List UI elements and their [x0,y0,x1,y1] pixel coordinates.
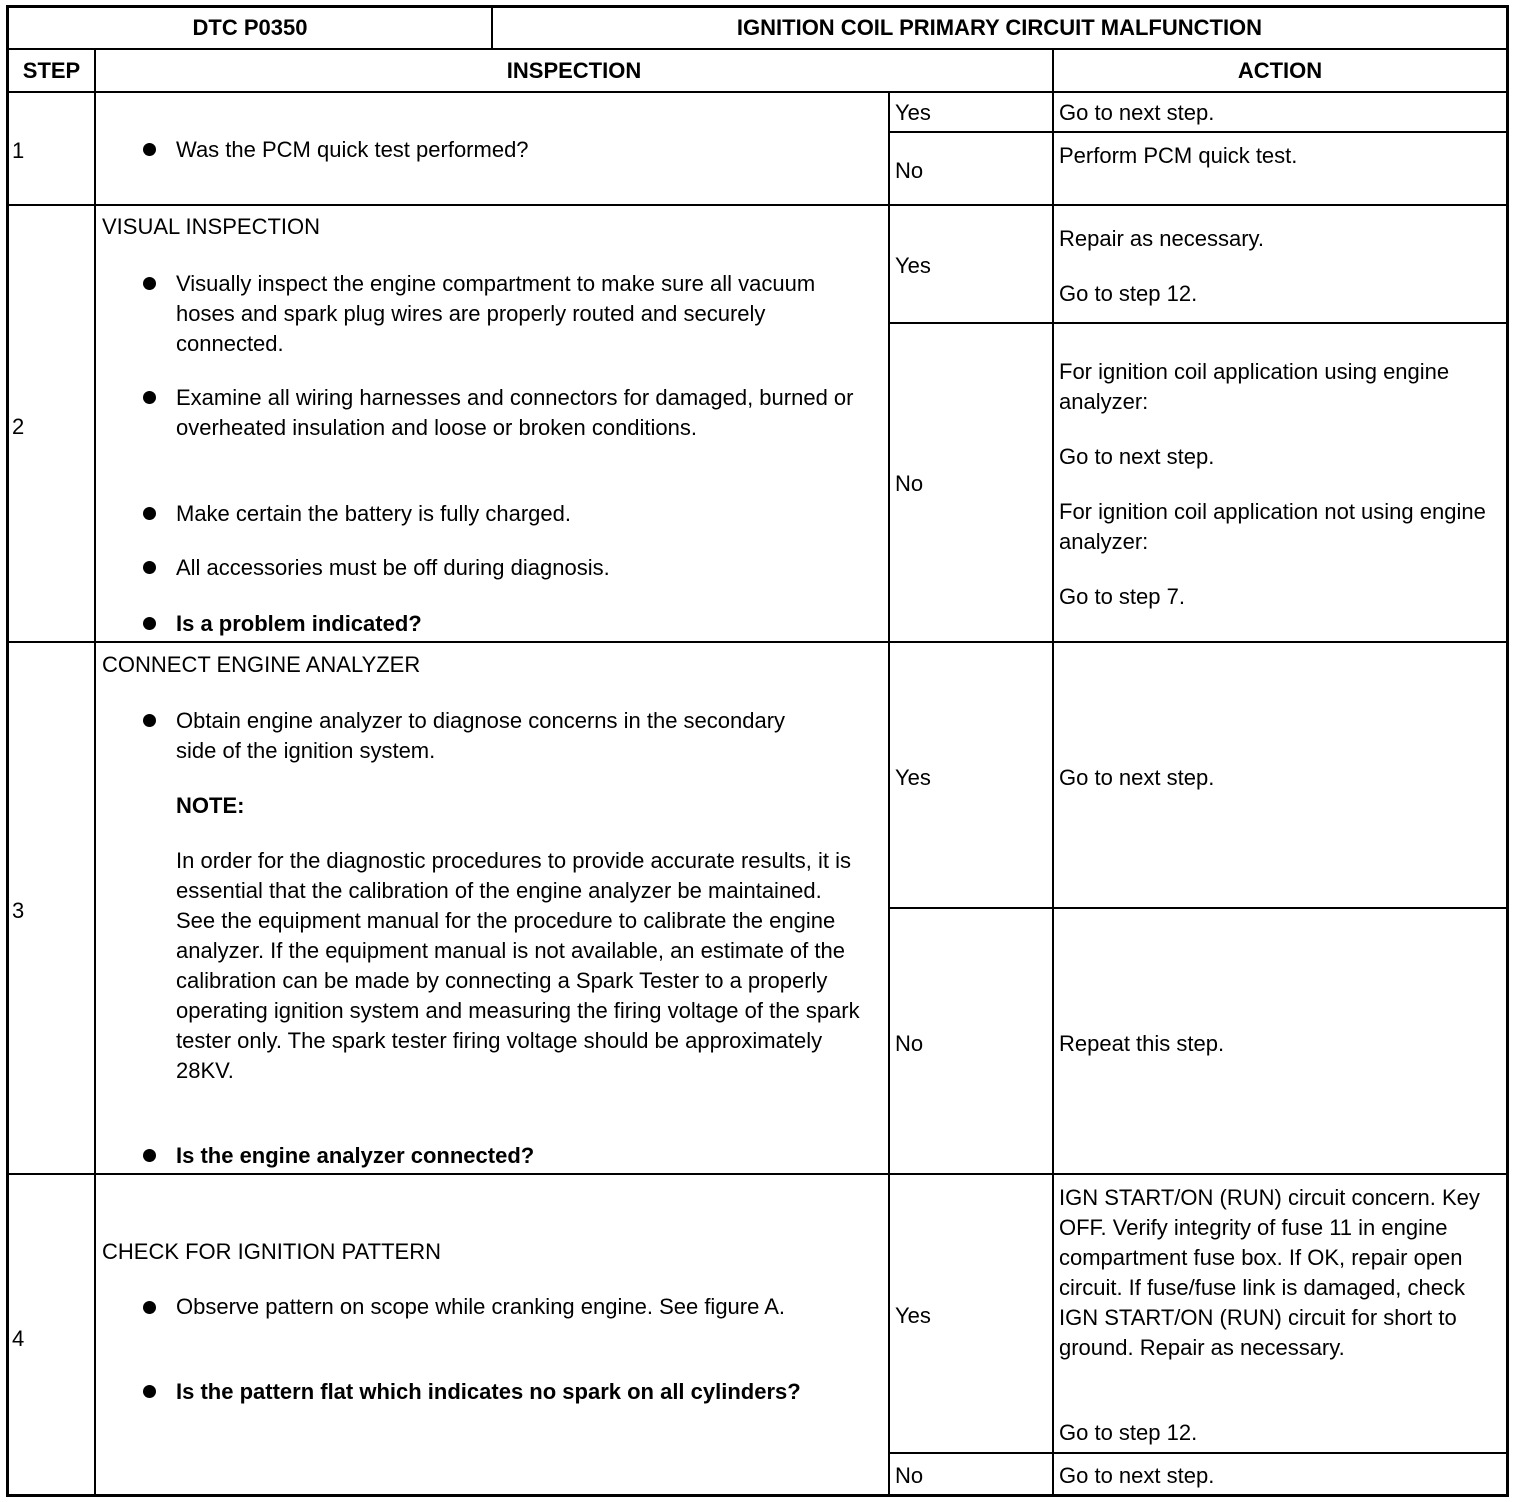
bullet-icon [143,277,156,290]
action-text: Perform PCM quick test. [1059,143,1298,168]
bullet-icon [143,1301,156,1314]
inspection-question: Is the engine analyzer connected? [176,1143,535,1168]
inspection-item: Obtain engine analyzer to diagnose concerns in the secondary side of the ignition system. [176,708,786,763]
action-text: Go to step 7. [1059,584,1185,609]
divider [1052,48,1054,1496]
no-label: No [895,1463,924,1488]
divider [888,91,890,1496]
action-text: For ignition coil application using engine analyzer: [1059,359,1450,414]
note-label: NOTE: [176,793,245,818]
inspection-item: Visually inspect the engine compartment to make sure all vacuum hoses and spark plug wires are properly routed and securely connected. [176,271,816,356]
step-number: 1 [12,138,25,163]
divider [6,91,1509,93]
bullet-icon [143,143,156,156]
divider [888,1452,1509,1454]
column-header-inspection: INSPECTION [506,58,642,83]
yes-label: Yes [895,100,931,125]
step-heading: VISUAL INSPECTION [102,214,321,239]
step-number: 4 [12,1326,25,1351]
action-text: Repeat this step. [1059,1031,1225,1056]
action-text: Go to next step. [1059,1463,1215,1488]
border-left [6,5,9,1497]
divider [888,131,1509,133]
divider [888,322,1509,324]
action-text: Go to step 12. [1059,1420,1198,1445]
bullet-icon [143,617,156,630]
yes-label: Yes [895,253,931,278]
bullet-icon [143,1385,156,1398]
border-right [1506,5,1509,1497]
divider [94,48,96,1496]
inspection-item: Was the PCM quick test performed? [176,137,529,162]
action-text: Go to next step. [1059,444,1215,469]
border-top [6,5,1509,8]
inspection-item: Examine all wiring harnesses and connectors for damaged, burned or overheated insulation and loose or broken conditions. [176,385,854,440]
inspection-question: Is a problem indicated? [176,611,422,636]
inspection-item: Make certain the battery is fully charged. [176,501,571,526]
divider [6,1173,1509,1175]
bullet-icon [143,391,156,404]
no-label: No [895,158,924,183]
yes-label: Yes [895,765,931,790]
yes-label: Yes [895,1303,931,1328]
page-title: IGNITION COIL PRIMARY CIRCUIT MALFUNCTION [736,15,1263,40]
step-number: 3 [12,898,25,923]
inspection-question: Is the pattern flat which indicates no spark on all cylinders? [176,1379,801,1404]
step-heading: CONNECT ENGINE ANALYZER [102,652,421,677]
bullet-icon [143,714,156,727]
step-number: 2 [12,414,25,439]
inspection-item: Observe pattern on scope while cranking engine. See figure A. [176,1294,786,1319]
bullet-icon [143,1149,156,1162]
dtc-code: DTC P0350 [192,15,308,40]
action-text: Go to next step. [1059,765,1215,790]
bullet-icon [143,561,156,574]
divider [888,907,1509,909]
column-header-action: ACTION [1237,58,1323,83]
action-text: IGN START/ON (RUN) circuit concern. Key OFF. Verify integrity of fuse 11 in engine compartment fuse box. If OK, repair open circuit. If fuse/fuse link is damaged, check IGN START/ON (RUN) circuit for short to ground. Repair as necessary. [1059,1185,1480,1360]
divider [6,641,1509,643]
column-header-step: STEP [22,58,81,83]
border-bottom [6,1494,1509,1497]
action-text: Repair as necessary. [1059,226,1265,251]
inspection-item: All accessories must be off during diagnosis. [176,555,610,580]
divider [6,204,1509,206]
step-heading: CHECK FOR IGNITION PATTERN [102,1239,441,1264]
no-label: No [895,1031,924,1056]
no-label: No [895,471,924,496]
divider [6,48,1509,50]
bullet-icon [143,507,156,520]
note-text: In order for the diagnostic procedures to provide accurate results, it is essential that the calibration of the engine analyzer be maintained. See the equipment manual for the procedure to calibrate the engine analyzer. If the equipment manual is not available, an estimate of the calibration can be made by connecting a Spark Tester to a properly operating ignition system and measuring the firing voltage of the spark tester only. The spark tester firing voltage should be approximately 28KV. [176,848,860,1083]
action-text: For ignition coil application not using engine analyzer: [1059,499,1486,554]
action-text: Go to step 12. [1059,281,1198,306]
action-text: Go to next step. [1059,100,1215,125]
